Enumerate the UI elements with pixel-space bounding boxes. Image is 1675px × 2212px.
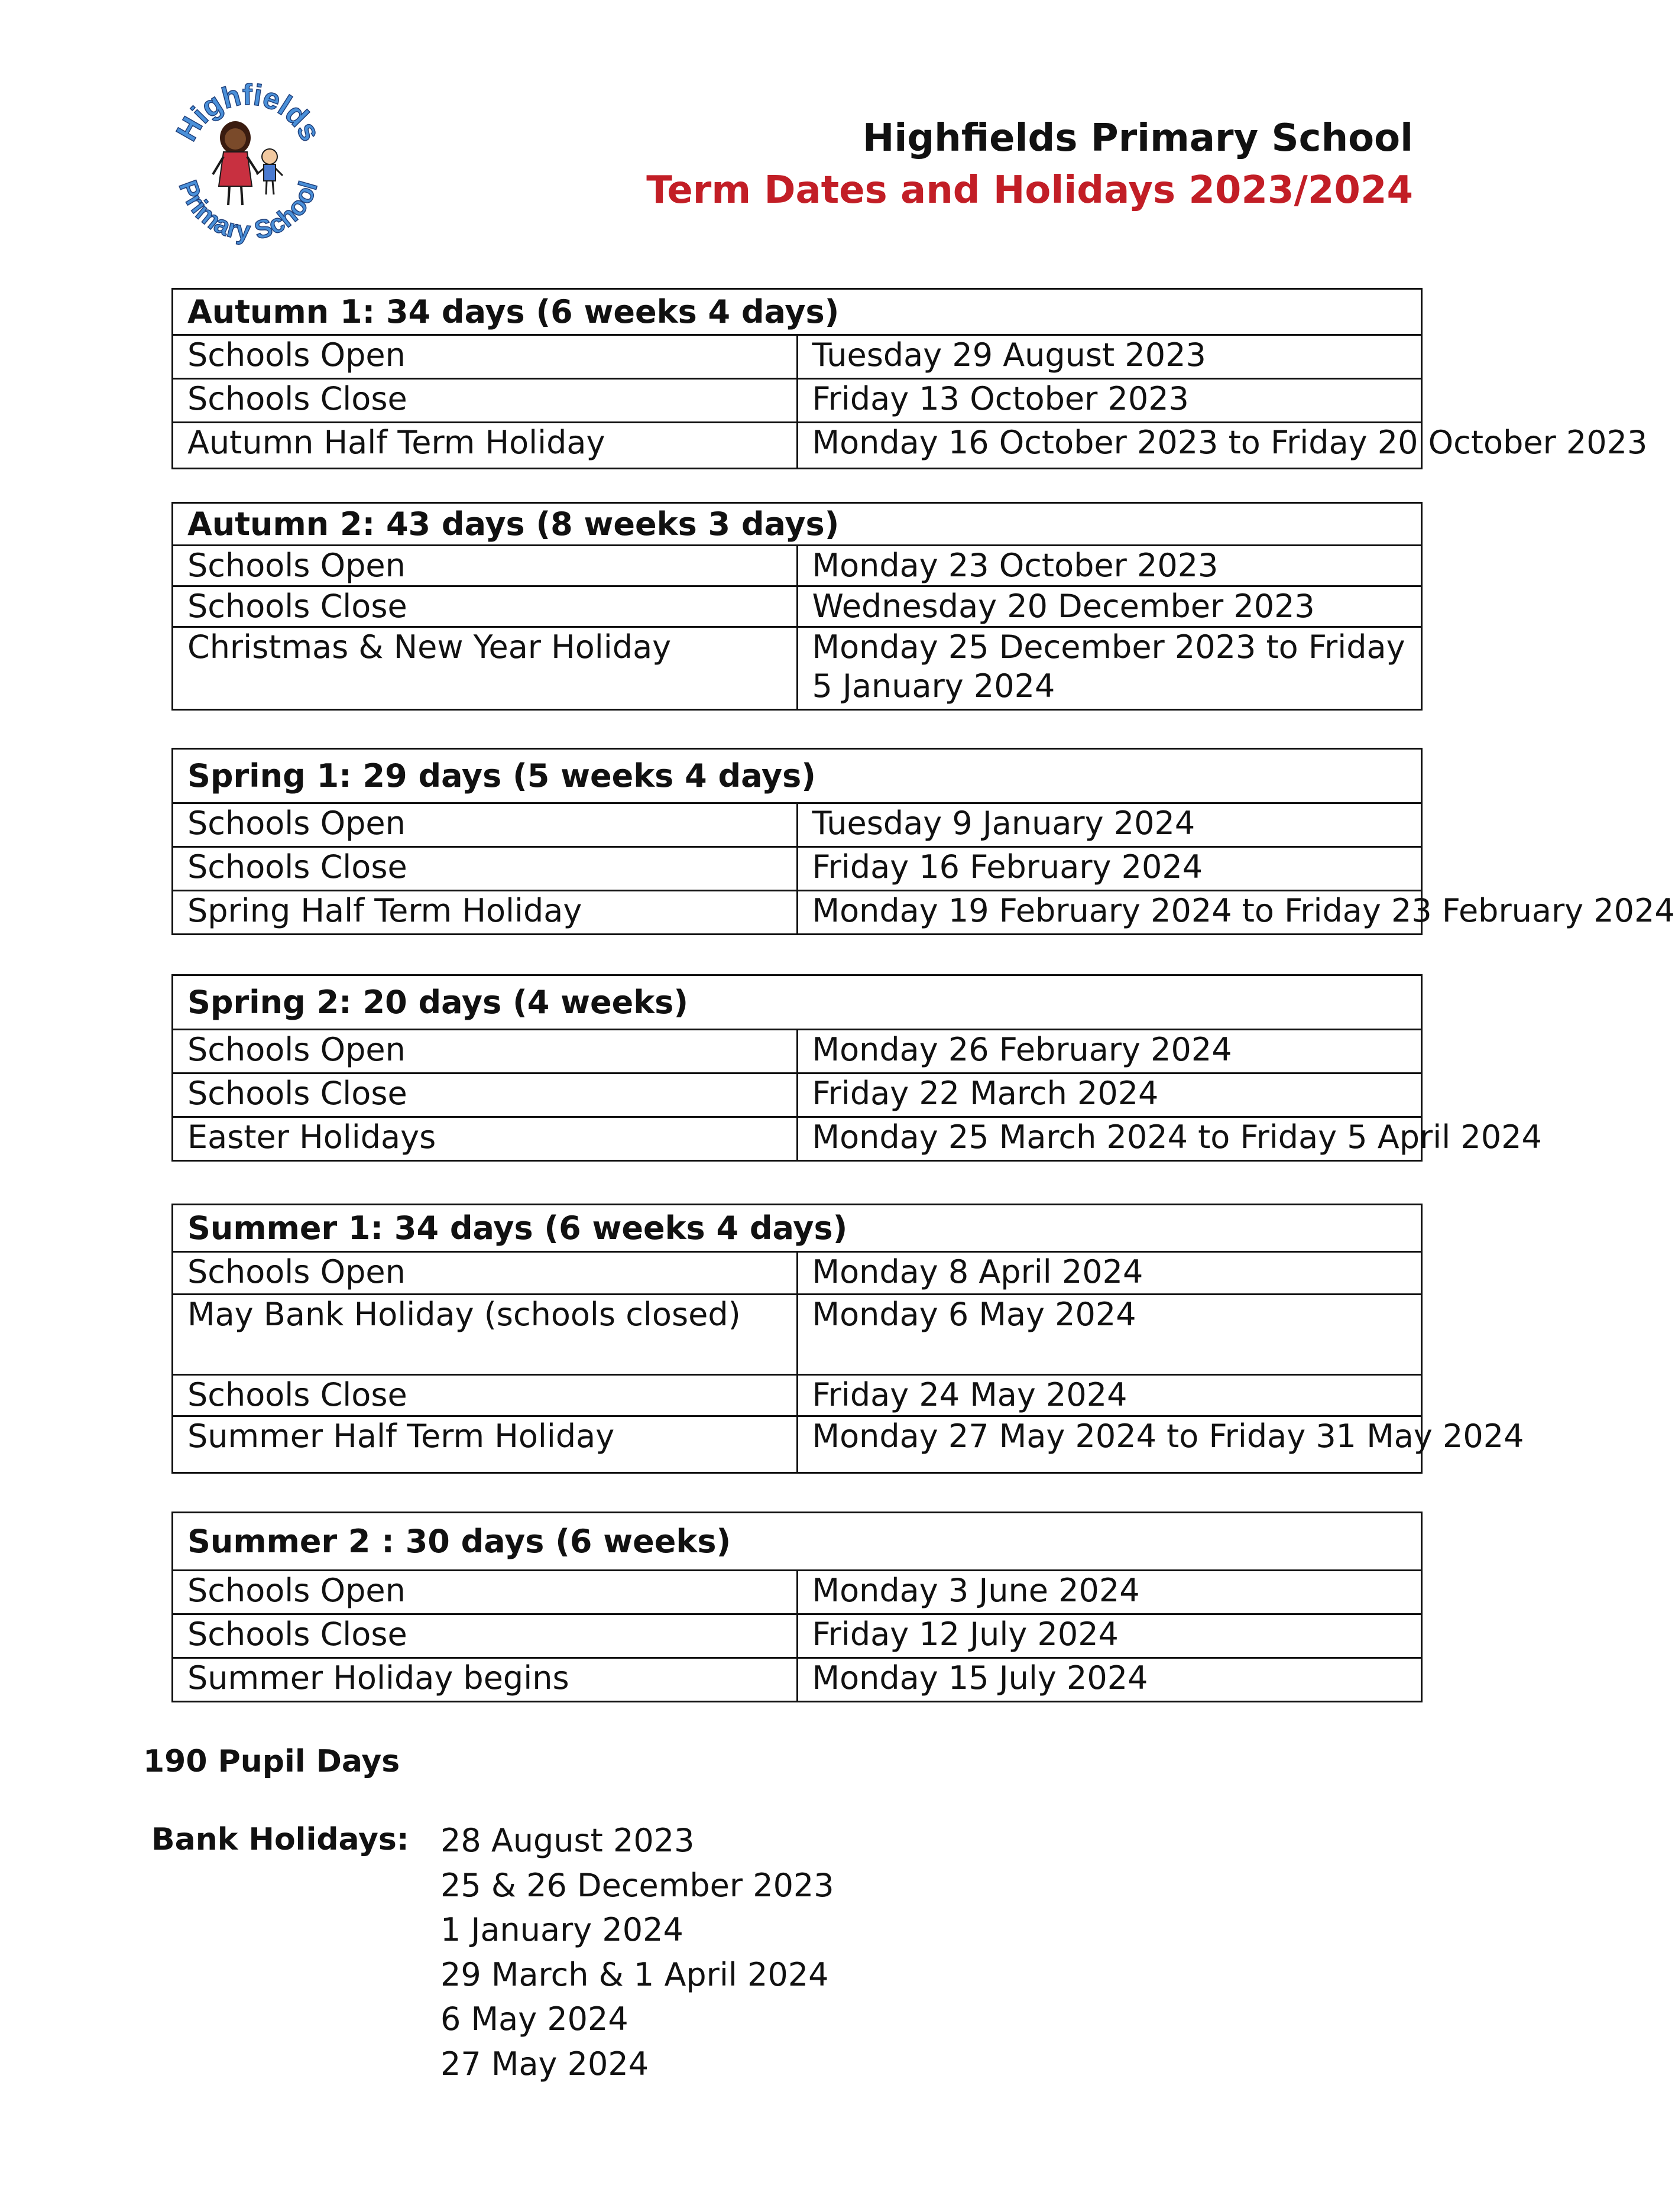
page-header: [646, 112, 1413, 216]
boy-figure-icon: [257, 149, 283, 194]
term-table-autumn-2: [171, 502, 1423, 711]
row-value: Monday 25 March 2024 to Friday 5 April 2024: [797, 1117, 1422, 1161]
row-label: Schools Close: [173, 1073, 798, 1117]
row-label: Schools Close: [173, 586, 798, 627]
row-label: May Bank Holiday (schools closed): [173, 1295, 798, 1375]
row-value: Monday 16 October 2023 to Friday 20 October 2023: [797, 423, 1422, 469]
row-value: Monday 15 July 2024: [797, 1658, 1422, 1702]
row-label: Schools Close: [173, 1614, 798, 1658]
pupil-days-total: 190 Pupil Days: [143, 1744, 400, 1779]
row-value: Monday 8 April 2024: [797, 1252, 1422, 1295]
term-heading: Spring 2: 20 days (4 weeks): [173, 975, 1422, 1030]
bank-holidays-label: Bank Holidays:: [151, 1822, 409, 1857]
row-label: Schools Open: [173, 335, 798, 379]
school-logo: [160, 74, 337, 251]
row-label: Schools Open: [173, 546, 798, 586]
row-value: Monday 26 February 2024: [797, 1030, 1422, 1073]
term-table-spring-1: [171, 748, 1675, 935]
document-title: Term Dates and Holidays 2023/2024: [646, 168, 1413, 212]
row-label: Schools Close: [173, 847, 798, 891]
row-label: Summer Holiday begins: [173, 1658, 798, 1702]
bank-holiday-item: 28 August 2023: [440, 1822, 695, 1859]
term-table-autumn-1: [171, 288, 1648, 469]
row-label: Spring Half Term Holiday: [173, 891, 798, 935]
bank-holidays-list: [440, 1818, 834, 2086]
row-label: Schools Close: [173, 1375, 798, 1416]
row-value: Monday 27 May 2024 to Friday 31 May 2024: [797, 1416, 1422, 1473]
row-label: Schools Open: [173, 803, 798, 847]
row-value: Monday 3 June 2024: [797, 1571, 1422, 1614]
school-name: Highfields Primary School: [862, 116, 1413, 160]
row-value: Friday 16 February 2024: [797, 847, 1422, 891]
row-label: Schools Open: [173, 1571, 798, 1614]
row-label: Schools Open: [173, 1030, 798, 1073]
row-label: Easter Holidays: [173, 1117, 798, 1161]
term-table-summer-2: [171, 1512, 1423, 1702]
row-value: Friday 13 October 2023: [797, 379, 1422, 423]
row-value: Monday 6 May 2024: [797, 1295, 1422, 1375]
bank-holiday-item: 6 May 2024: [440, 2000, 628, 2038]
row-value: Tuesday 29 August 2023: [797, 335, 1422, 379]
bank-holiday-item: 27 May 2024: [440, 2045, 649, 2083]
bank-holiday-item: 1 January 2024: [440, 1911, 683, 1948]
term-heading: Spring 1: 29 days (5 weeks 4 days): [173, 749, 1422, 803]
row-label: Summer Half Term Holiday: [173, 1416, 798, 1473]
row-value: Monday 19 February 2024 to Friday 23 February 2024: [797, 891, 1422, 935]
row-value: Friday 22 March 2024: [797, 1073, 1422, 1117]
row-value: Monday 25 December 2023 to Friday 5 January 2024: [797, 627, 1422, 710]
bank-holiday-item: 29 March & 1 April 2024: [440, 1955, 829, 1993]
term-heading: Autumn 2: 43 days (8 weeks 3 days): [173, 503, 1422, 546]
row-label: Autumn Half Term Holiday: [173, 423, 798, 469]
term-heading: Summer 2 : 30 days (6 weeks): [173, 1513, 1422, 1571]
row-value: Friday 24 May 2024: [797, 1375, 1422, 1416]
term-table-summer-1: [171, 1204, 1524, 1474]
row-value: Monday 23 October 2023: [797, 546, 1422, 586]
bank-holiday-item: 25 & 26 December 2023: [440, 1866, 834, 1904]
row-label: Schools Open: [173, 1252, 798, 1295]
term-heading: Summer 1: 34 days (6 weeks 4 days): [173, 1205, 1422, 1252]
logo-text-bottom: Primary School: [173, 176, 323, 246]
girl-figure-icon: [213, 121, 258, 205]
row-label: Schools Close: [173, 379, 798, 423]
row-label: Christmas & New Year Holiday: [173, 627, 798, 710]
row-value: Friday 12 July 2024: [797, 1614, 1422, 1658]
term-heading: Autumn 1: 34 days (6 weeks 4 days): [173, 289, 1422, 335]
term-table-spring-2: [171, 974, 1542, 1162]
logo-text-top: Highfields: [169, 77, 328, 147]
row-value: Wednesday 20 December 2023: [797, 586, 1422, 627]
row-value: Tuesday 9 January 2024: [797, 803, 1422, 847]
